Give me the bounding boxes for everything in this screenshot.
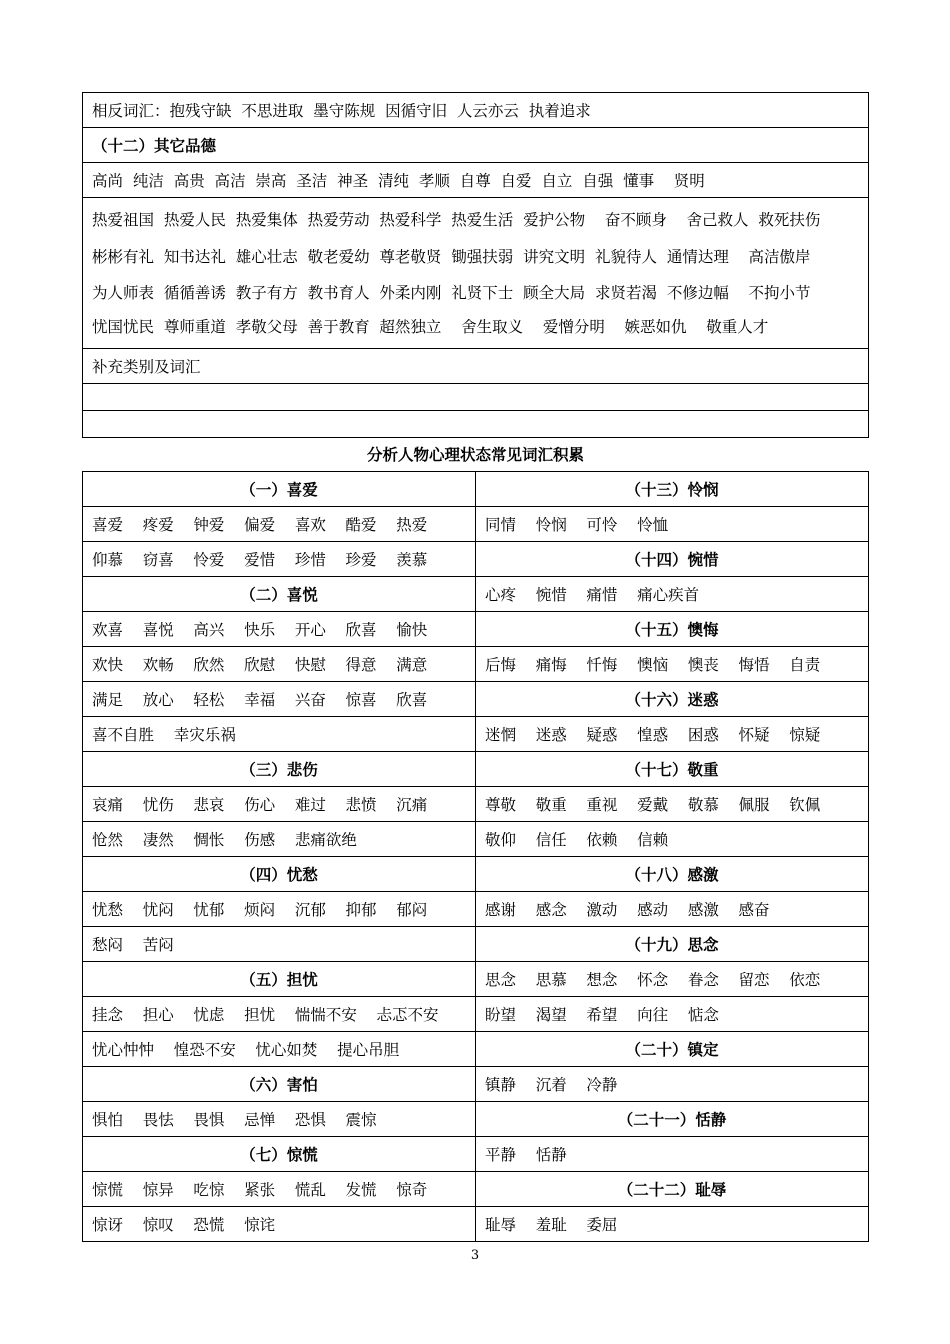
table-row [83,1067,869,1102]
category-header: （二十）镇定 [476,1032,869,1067]
category-header: （十七）敬重 [476,752,869,787]
word-line: 彬彬有礼 知书达礼 雄心壮志 敬老爱幼 尊老敬贤 锄强扶弱 讲究文明 礼貌待人 通情达理 高洁傲岸 [92,248,811,266]
section-header-12: （十二）其它品德 [83,128,869,163]
category-header: （二）喜悦 [83,577,476,612]
word-block [83,198,869,349]
table-row [83,128,869,163]
table-row [83,1207,869,1242]
blank-row [83,384,869,411]
category-header: （十三）怜悯 [476,472,869,507]
word-line: 忧国忧民 尊师重道 孝敬父母 善于教育 超然独立 舍生取义 爱憎分明 嫉恶如仇 敬重人才 [92,318,769,336]
table-row [83,892,869,927]
word-line: 热爱祖国 热爱人民 热爱集体 热爱劳动 热爱科学 热爱生活 爱护公物 奋不顾身 舍己救人 救死扶伤 [92,211,821,229]
category-header: （十四）惋惜 [476,542,869,577]
table-row [83,612,869,647]
table-row [83,1172,869,1207]
table-row [83,927,869,962]
table-row [83,997,869,1032]
word-line: 为人师表 循循善诱 教子有方 教书育人 外柔内刚 礼贤下士 顾全大局 求贤若渴 不修边幅 不拘小节 [92,284,811,302]
table-row [83,822,869,857]
word-cell: 怆然 凄然 惆怅 伤感 悲痛欲绝 [83,822,476,857]
document-page [82,92,869,1242]
word-row: 高尚 纯洁 高贵 高洁 崇高 圣洁 神圣 清纯 孝顺 自尊 自爱 自立 自强 懂事 贤明 [83,163,869,198]
category-header: （六）害怕 [83,1067,476,1102]
word-cell: 愁闷 苦闷 [83,927,476,962]
word-cell: 心疼 惋惜 痛惜 痛心疾首 [476,577,869,612]
table-row [83,349,869,384]
virtue-vocab-table [82,92,869,438]
table-row [83,962,869,997]
word-cell: 思念 思慕 想念 怀念 眷念 留恋 依恋 [476,962,869,997]
table-row [83,507,869,542]
category-header: （十五）懊悔 [476,612,869,647]
word-cell: 欢喜 喜悦 高兴 快乐 开心 欣喜 愉快 [83,612,476,647]
word-cell: 迷惘 迷惑 疑惑 惶惑 困惑 怀疑 惊疑 [476,717,869,752]
word-cell: 惊讶 惊叹 恐慌 惊诧 [83,1207,476,1242]
word-cell: 敬仰 信任 依赖 信赖 [476,822,869,857]
word-cell: 尊敬 敬重 重视 爱戴 敬慕 佩服 钦佩 [476,787,869,822]
word-cell: 后悔 痛悔 忏悔 懊恼 懊丧 悔悟 自责 [476,647,869,682]
word-cell: 感谢 感念 激动 感动 感激 感奋 [476,892,869,927]
table-row [83,1137,869,1172]
table-row [83,472,869,507]
word-cell: 惊慌 惊异 吃惊 紧张 慌乱 发慌 惊奇 [83,1172,476,1207]
table-row [83,752,869,787]
category-header: （十六）迷惑 [476,682,869,717]
blank-row [83,411,869,438]
table-row [83,647,869,682]
table-row [83,1102,869,1137]
table-row [83,411,869,438]
category-header: （二十一）恬静 [476,1102,869,1137]
table-row [83,93,869,128]
word-cell: 盼望 渴望 希望 向往 惦念 [476,997,869,1032]
word-cell: 忧心忡忡 惶恐不安 忧心如焚 提心吊胆 [83,1032,476,1067]
section-title: 分析人物心理状态常见词汇积累 [366,445,584,464]
table-row [83,163,869,198]
table-row [83,542,869,577]
table-row [83,857,869,892]
word-cell: 欢快 欢畅 欣然 欣慰 快慰 得意 满意 [83,647,476,682]
supplement-label: 补充类别及词汇 [83,349,869,384]
category-header: （一）喜爱 [83,472,476,507]
word-cell: 同情 怜悯 可怜 怜恤 [476,507,869,542]
word-cell: 仰慕 窃喜 怜爱 爱惜 珍惜 珍爱 羡慕 [83,542,476,577]
category-header: （七）惊慌 [83,1137,476,1172]
table-row [83,717,869,752]
antonyms-row: 相反词汇：抱残守缺 不思进取 墨守陈规 因循守旧 人云亦云 执着追求 [83,93,869,128]
word-cell: 哀痛 忧伤 悲哀 伤心 难过 悲愤 沉痛 [83,787,476,822]
page-number: 3 [470,1248,480,1263]
word-cell: 耻辱 羞耻 委屈 [476,1207,869,1242]
category-header: （十八）感激 [476,857,869,892]
category-header: （五）担忧 [83,962,476,997]
category-header: （十九）思念 [476,927,869,962]
word-cell: 平静 恬静 [476,1137,869,1172]
emotion-vocab-table [82,471,869,1242]
word-cell: 忧愁 忧闷 忧郁 烦闷 沉郁 抑郁 郁闷 [83,892,476,927]
word-cell: 挂念 担心 忧虑 担忧 惴惴不安 忐忑不安 [83,997,476,1032]
category-header: （二十二）耻辱 [476,1172,869,1207]
word-cell: 喜爱 疼爱 钟爱 偏爱 喜欢 酷爱 热爱 [83,507,476,542]
category-header: （四）忧愁 [83,857,476,892]
table-row [83,577,869,612]
word-cell: 惧怕 畏怯 畏惧 忌惮 恐惧 震惊 [83,1102,476,1137]
table-row [83,384,869,411]
word-cell: 满足 放心 轻松 幸福 兴奋 惊喜 欣喜 [83,682,476,717]
table-row [83,787,869,822]
category-header: （三）悲伤 [83,752,476,787]
word-cell: 喜不自胜 幸灾乐祸 [83,717,476,752]
table-row [83,198,869,349]
table-row [83,682,869,717]
word-cell: 镇静 沉着 冷静 [476,1067,869,1102]
table-row [83,1032,869,1067]
